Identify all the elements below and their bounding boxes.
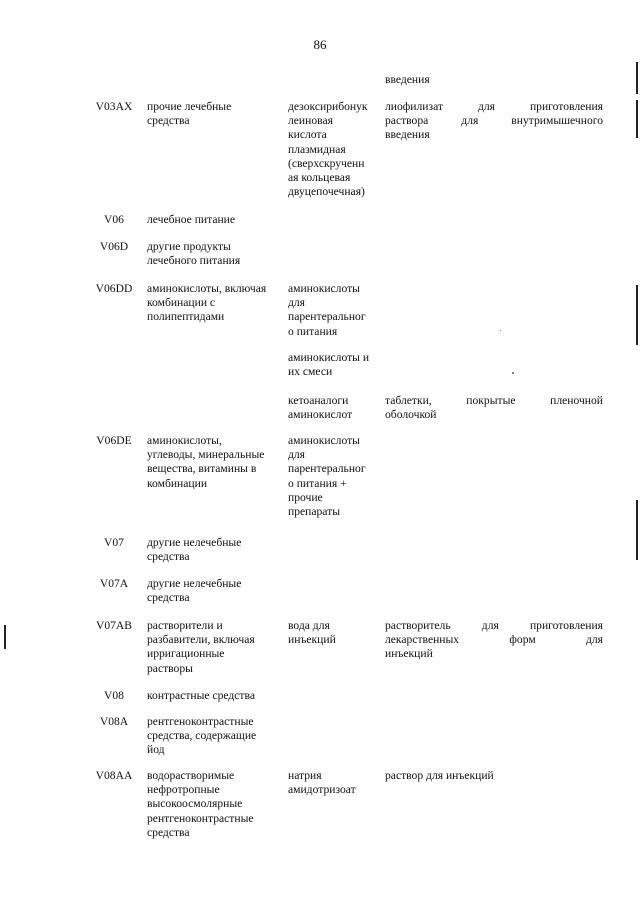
dosage-form xyxy=(385,394,603,422)
dosage-form-line: введения xyxy=(385,128,430,142)
group-name-line: рентгеноконтрастные xyxy=(147,715,254,728)
dosage-form-line: растворитель для приготовления xyxy=(385,619,603,632)
group-name xyxy=(147,434,281,491)
dosage-form-line: лиофилизат для приготовления xyxy=(385,100,603,113)
group-name xyxy=(147,100,281,128)
group-name-line: высокоосмолярные xyxy=(147,797,243,811)
group-name-line: средства xyxy=(147,825,190,839)
group-name-line: другие продукты xyxy=(147,240,231,253)
scan-edge-mark xyxy=(636,100,638,138)
atc-code: V07 xyxy=(104,536,124,549)
substance-name-line: прочие xyxy=(288,490,323,504)
substance-name-line: дезоксирибонук xyxy=(288,100,368,113)
substance-name-line: аминокислоты xyxy=(288,282,360,295)
group-name-line: лечебного питания xyxy=(147,254,241,268)
group-name xyxy=(147,619,281,676)
substance-name-line: о питания xyxy=(288,324,338,338)
atc-code: V03AX xyxy=(95,100,133,113)
group-name-line: нефротропные xyxy=(147,783,220,797)
substance-name-line: аминокислоты и xyxy=(288,351,370,364)
dosage-form-line: оболочкой xyxy=(385,408,437,422)
atc-code: V07AB xyxy=(95,619,133,632)
dosage-form-line: раствор для инъекций xyxy=(385,769,494,782)
substance-name-line: препараты xyxy=(288,505,340,519)
group-name-line: средства xyxy=(147,550,190,564)
substance-name xyxy=(288,769,380,797)
group-name-line: ирригационные xyxy=(147,647,225,661)
group-name-line: средства xyxy=(147,591,190,605)
dosage-form xyxy=(385,619,603,662)
dosage-form-line: инъекций xyxy=(385,647,433,661)
group-name-line: другие нелечебные xyxy=(147,536,242,549)
substance-name-line: двуцепочечная) xyxy=(288,185,365,199)
substance-name xyxy=(288,351,380,379)
group-name-line: разбавители, включая xyxy=(147,633,255,647)
substance-name xyxy=(288,619,380,647)
substance-name xyxy=(288,282,380,339)
group-name-line: аминокислоты, включая xyxy=(147,282,267,295)
substance-name-line: (сверхскрученн xyxy=(288,156,365,170)
group-name-line: полипептидами xyxy=(147,310,225,324)
substance-name-line: о питания + xyxy=(288,476,347,490)
group-name-line: углеводы, минеральные xyxy=(147,448,265,462)
substance-name-line: вода для xyxy=(288,619,330,632)
atc-code: V07A xyxy=(99,577,129,590)
substance-name-line: леиновая xyxy=(288,114,333,128)
substance-name-line: амидотризоат xyxy=(288,783,356,797)
substance-name-line: для xyxy=(288,448,306,462)
substance-name-line: аминокислот xyxy=(288,408,353,422)
dosage-form-line: раствора для внутримышечного xyxy=(385,114,603,128)
group-name xyxy=(147,689,281,703)
substance-name-line: парентеральног xyxy=(288,462,366,476)
substance-name-line: кислота xyxy=(288,128,327,142)
substance-name-line: кетоаналоги xyxy=(288,394,349,407)
group-name-line: растворители и xyxy=(147,619,223,632)
scan-edge-mark xyxy=(636,500,638,560)
atc-code: V06DE xyxy=(96,434,132,447)
scan-edge-mark xyxy=(636,62,638,94)
substance-name xyxy=(288,394,380,422)
atc-code: V08 xyxy=(104,689,124,702)
atc-code: V08A xyxy=(99,715,129,728)
substance-name-line: плазмидная xyxy=(288,142,346,156)
group-name-line: аминокислоты, xyxy=(147,434,222,447)
dosage-form-line: лекарственных форм для xyxy=(385,633,603,647)
group-name xyxy=(147,282,281,325)
group-name-line: йод xyxy=(147,743,165,757)
substance-name-line: их смеси xyxy=(288,365,333,379)
substance-name-line: инъекций xyxy=(288,633,336,647)
substance-name-line: парентеральног xyxy=(288,310,366,324)
dosage-form xyxy=(385,769,603,783)
atc-code: V06DD xyxy=(95,282,133,295)
form-continuation: введения xyxy=(385,73,430,86)
group-name xyxy=(147,769,281,840)
group-name-line: растворы xyxy=(147,661,193,675)
group-name xyxy=(147,715,281,758)
group-name-line: вещества, витамины в xyxy=(147,462,257,476)
scan-speck xyxy=(512,372,514,374)
group-name xyxy=(147,577,281,605)
group-name-line: контрастные средства xyxy=(147,689,255,702)
dosage-form-line: таблетки, покрытые пленочной xyxy=(385,394,603,407)
group-name xyxy=(147,213,281,227)
group-name-line: лечебное питание xyxy=(147,213,236,226)
substance-name-line: аминокислоты xyxy=(288,434,360,447)
page-number: 86 xyxy=(313,37,327,52)
atc-code: V06 xyxy=(104,213,124,226)
substance-name-line: натрия xyxy=(288,769,322,782)
group-name-line: рентгеноконтрастные xyxy=(147,811,254,825)
substance-name xyxy=(288,434,380,519)
substance-name-line: для xyxy=(288,296,306,310)
group-name-line: комбинации с xyxy=(147,296,216,310)
scan-speck xyxy=(500,330,501,331)
substance-name xyxy=(288,100,380,199)
atc-code: V08AA xyxy=(95,769,133,782)
dosage-form xyxy=(385,100,603,143)
group-name-line: другие нелечебные xyxy=(147,577,242,590)
group-name-line: средства, содержащие xyxy=(147,729,257,743)
group-name-line: водорастворимые xyxy=(147,769,235,782)
group-name-line: прочие лечебные xyxy=(147,100,232,113)
group-name-line: средства xyxy=(147,114,190,128)
scan-edge-mark xyxy=(636,285,638,345)
group-name-line: комбинации xyxy=(147,476,208,490)
substance-name-line: ая кольцевая xyxy=(288,171,351,185)
group-name xyxy=(147,536,281,564)
scan-edge-mark xyxy=(4,625,6,649)
atc-code: V06D xyxy=(99,240,129,253)
group-name xyxy=(147,240,281,268)
